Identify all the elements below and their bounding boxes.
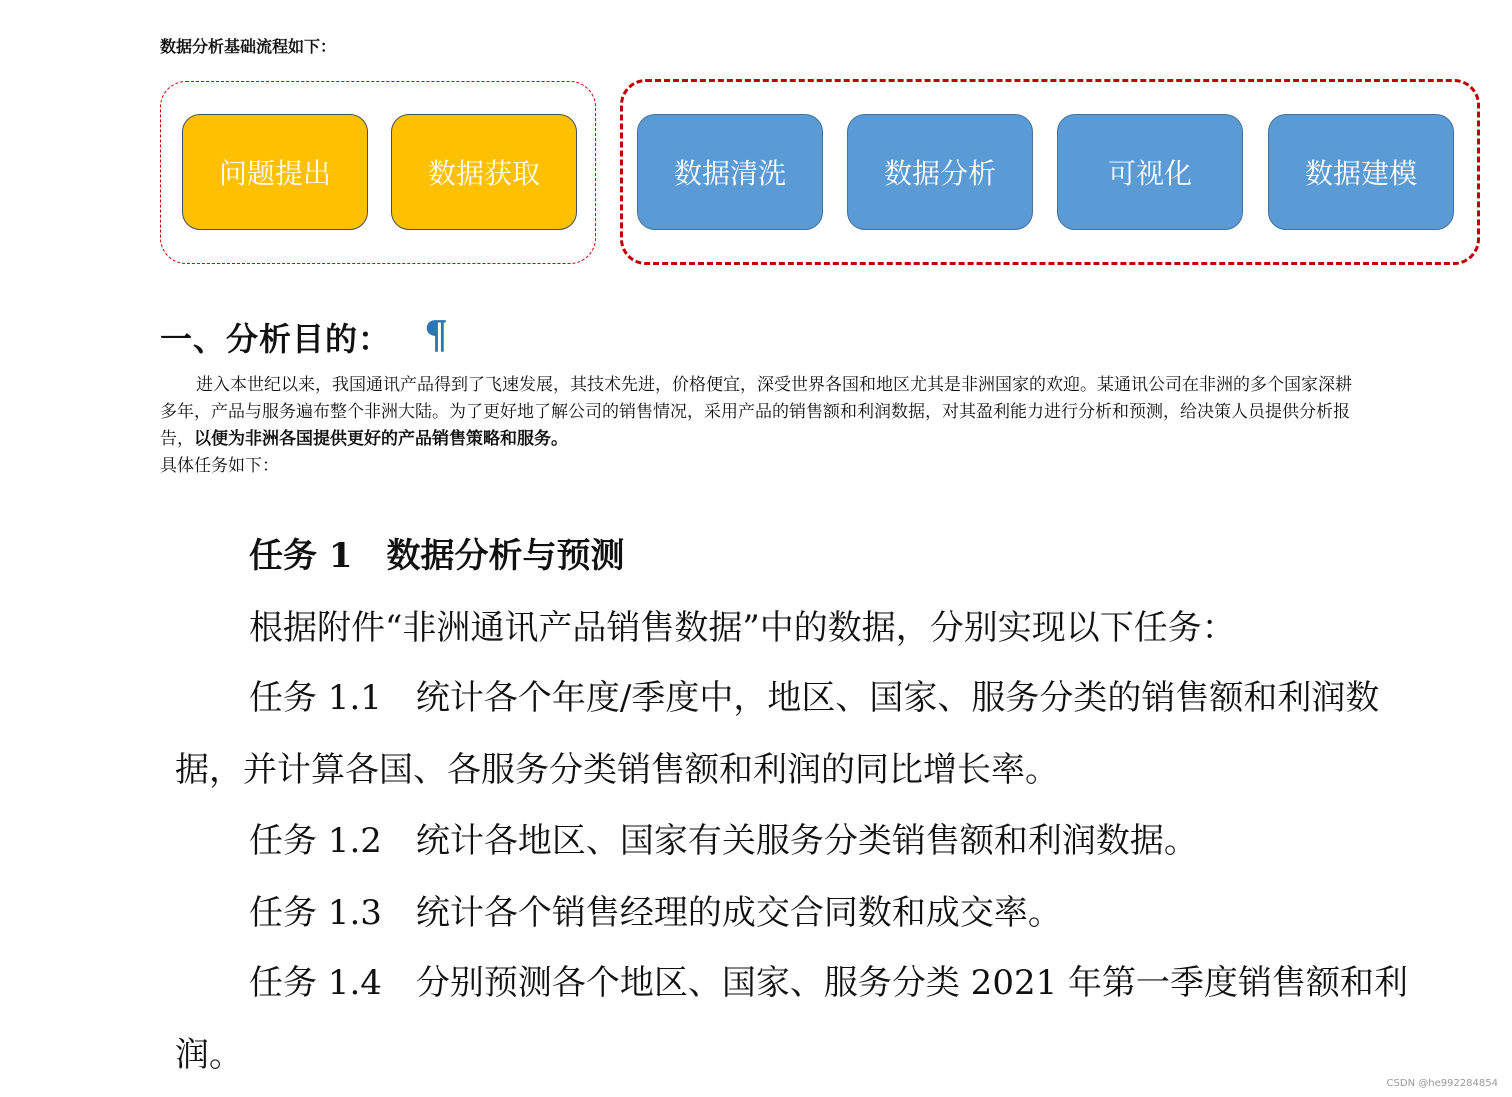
task-1-1-continued: 据，并计算各国、各服务分类销售额和利润的同比增长率。 bbox=[175, 750, 1059, 790]
intro-text: 告， bbox=[160, 429, 194, 449]
intro-line bbox=[160, 426, 1470, 453]
flow-step-problem: 问题提出 bbox=[182, 114, 368, 230]
pilcrow-mark-icon: ¶ bbox=[424, 312, 449, 357]
task-intro: 根据附件“非洲通讯产品销售数据”中的数据，分别实现以下任务： bbox=[249, 608, 1236, 648]
flow-step-clean-data: 数据清洗 bbox=[637, 114, 823, 230]
task-1-1: 任务 1.1 统计各个年度/季度中，地区、国家、服务分类的销售额和利润数 bbox=[249, 678, 1380, 718]
section-heading: 一、分析目的： bbox=[160, 320, 392, 358]
flow-step-analyze-data: 数据分析 bbox=[847, 114, 1033, 230]
task-lead-in: 具体任务如下： bbox=[160, 456, 279, 476]
intro-paragraph bbox=[160, 372, 1470, 480]
flow-title: 数据分析基础流程如下： bbox=[160, 37, 337, 56]
task-title: 任务 1 数据分析与预测 bbox=[249, 536, 625, 576]
task-1-3: 任务 1.3 统计各个销售经理的成交合同数和成交率。 bbox=[249, 893, 1062, 933]
intro-line: 多年，产品与服务遍布整个非洲大陆。为了更好地了解公司的销售情况，采用产品的销售额和利润数据，对其盈利能力进行分析和预测，给决策人员提供分析报 bbox=[160, 402, 1350, 422]
intro-bold-text: 以便为非洲各国提供更好的产品销售策略和服务。 bbox=[194, 429, 568, 449]
flow-step-acquire-data: 数据获取 bbox=[391, 114, 577, 230]
flow-step-visualize: 可视化 bbox=[1057, 114, 1243, 230]
task-1-2: 任务 1.2 统计各地区、国家有关服务分类销售额和利润数据。 bbox=[249, 821, 1198, 861]
intro-line: 进入本世纪以来，我国通讯产品得到了飞速发展，其技术先进，价格便宜，深受世界各国和地区尤其是非洲国家的欢迎。某通讯公司在非洲的多个国家深耕 bbox=[196, 375, 1352, 395]
flow-step-model: 数据建模 bbox=[1268, 114, 1454, 230]
task-1-4-continued: 润。 bbox=[175, 1035, 243, 1075]
task-1-4: 任务 1.4 分别预测各个地区、国家、服务分类 2021 年第一季度销售额和利 bbox=[249, 963, 1409, 1003]
watermark: CSDN @he992284854 bbox=[1386, 1078, 1498, 1089]
